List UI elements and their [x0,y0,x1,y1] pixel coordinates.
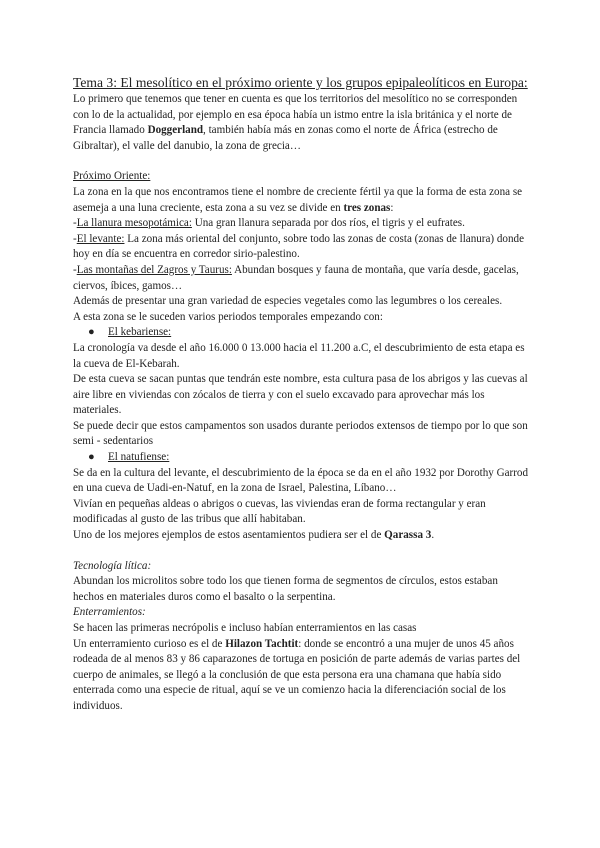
kebariense-paragraph-3: Se puede decir que estos campamentos son usados durante periodos extensos de tiempo por lo que son semi - sedentarios [73,419,528,448]
intro-text-pre: Lo primero que tenemos que tener en cuenta es que los territorios del mesolítico no se corresponden con lo de la actualidad, por ejemplo en esa época había un istmo entre la isla británica y el norte de Francia llamado [73,93,518,137]
zone-prefix: - [73,263,77,276]
zone-label: Las montañas del Zagros y Taurus: [76,263,232,276]
natufiense-text-post: . [431,529,435,542]
enterramientos-paragraph-2 [73,637,528,715]
enterramientos-paragraph-1: Se hacen las primeras necrópolis e incluso habían enterramientos en las casas [73,622,417,634]
bullet-item-kebariense [73,325,528,341]
bullet-icon: ● [88,326,95,339]
bullet-label: El kebariense: [108,326,172,339]
proximo-text-pre: La zona en la que nos encontramos tiene el nombre de creciente fértil ya que la forma de esta zona se asemeja a una luna creciente, esta zona a su vez se divide en [73,185,523,214]
proximo-paragraph-3: A esta zona se le suceden varios periodos temporales empezando con: [73,310,383,323]
kebariense-paragraph-1: La cronología va desde el año 16.000 0 13.000 hacia el 11.200 a.C, el descubrimiento de esta etapa es la cueva de El-Kebarah. [73,341,525,370]
zone-label: El levante: [76,232,125,245]
proximo-bold-term: tres zonas [343,201,391,214]
natufiense-paragraph-3 [73,528,528,544]
enterramientos-text-post: : donde se encontró a una mujer de unos 45 años rodeada de al menos 83 y 86 caparazones de tortuga en posición de parte además de varias partes del cuerpo de animales, se llegó a la conclusión de que esta persona era una chamana que había sido enterrada como una especie de ritual, aquí se ve un comienzo hacia la diferenciación social de los individuos. [73,637,521,712]
kebariense-paragraph-2: De esta cueva se sacan puntas que tendrán este nombre, esta cultura pasa de los abrigos y las cuevas al aire libre en viviendas con zócalos de tierra y con el suelo excavado para aprovechar más los materiales. [73,373,528,417]
bullet-label: El natufiense: [108,451,170,464]
enterramientos-bold-term: Hilazon Tachtit [225,637,299,650]
intro-bold-term: Doggerland [147,124,204,137]
natufiense-bold-term: Qarassa 3 [384,529,432,542]
zone-text: Una gran llanura separada por dos ríos, el tigris y el eufrates. [191,217,465,230]
section-heading-enterramientos: Enterramientos: [73,606,146,619]
page-title: Tema 3: El mesolítico en el próximo oriente y los grupos epipaleolíticos en Europa: [73,75,528,90]
bullet-icon: ● [88,451,95,464]
intro-text-post: , también había más en zonas como el norte de África (estrecho de Gibraltar), el valle del danubio, la zona de grecia… [73,124,498,152]
zone-prefix: - [73,217,77,230]
zone-text: Abundan bosques y fauna de montaña, que varía desde, gacelas, ciervos, íbices, gamos… [73,263,519,292]
proximo-text-post: : [390,201,394,214]
tecnologia-paragraph: Abundan los microlitos sobre todo los que tienen forma de segmentos de círculos, estos estaban hechos en materiales duros como el basalto o la serpentina. [73,575,498,603]
zone-prefix: - [73,232,77,245]
enterramientos-text-pre: Un enterramiento curioso es el de [73,637,226,650]
section-heading-tecnologia: Tecnología lítica: [73,559,152,572]
zone-item-mesopotamia [73,216,528,232]
zone-item-zagros [73,263,528,294]
bullet-item-natufiense [73,450,528,466]
spacer [73,154,528,169]
proximo-paragraph-2: Además de presentar una gran variedad de especies vegetales como las legumbres o los cereales. [73,295,503,308]
zone-item-levante [73,232,528,263]
section-heading-proximo-oriente: Próximo Oriente: [73,170,151,183]
natufiense-text-pre: Uno de los mejores ejemplos de estos asentamientos pudiera ser el de [73,529,385,542]
natufiense-paragraph-2: Vivían en pequeñas aldeas o abrigos o cuevas, las viviendas eran de forma rectangular y eran modificadas al gusto de las tribus que allí habitaban. [73,497,486,526]
zone-text: La zona más oriental del conjunto, sobre todo las zonas de costa (zonas de llanura) donde hoy en día se encuentra en corredor sirio-palestino. [73,232,525,261]
intro-paragraph [73,92,528,154]
spacer [73,544,528,559]
zone-label: La llanura mesopotámica: [76,217,192,230]
natufiense-paragraph-1: Se da en la cultura del levante, el descubrimiento de la época se da en el año 1932 por Dorothy Garrod en una cueva de Uadi-en-Natuf, en la zona de Israel, Palestina, Líbano… [73,466,528,495]
proximo-paragraph [73,185,528,216]
